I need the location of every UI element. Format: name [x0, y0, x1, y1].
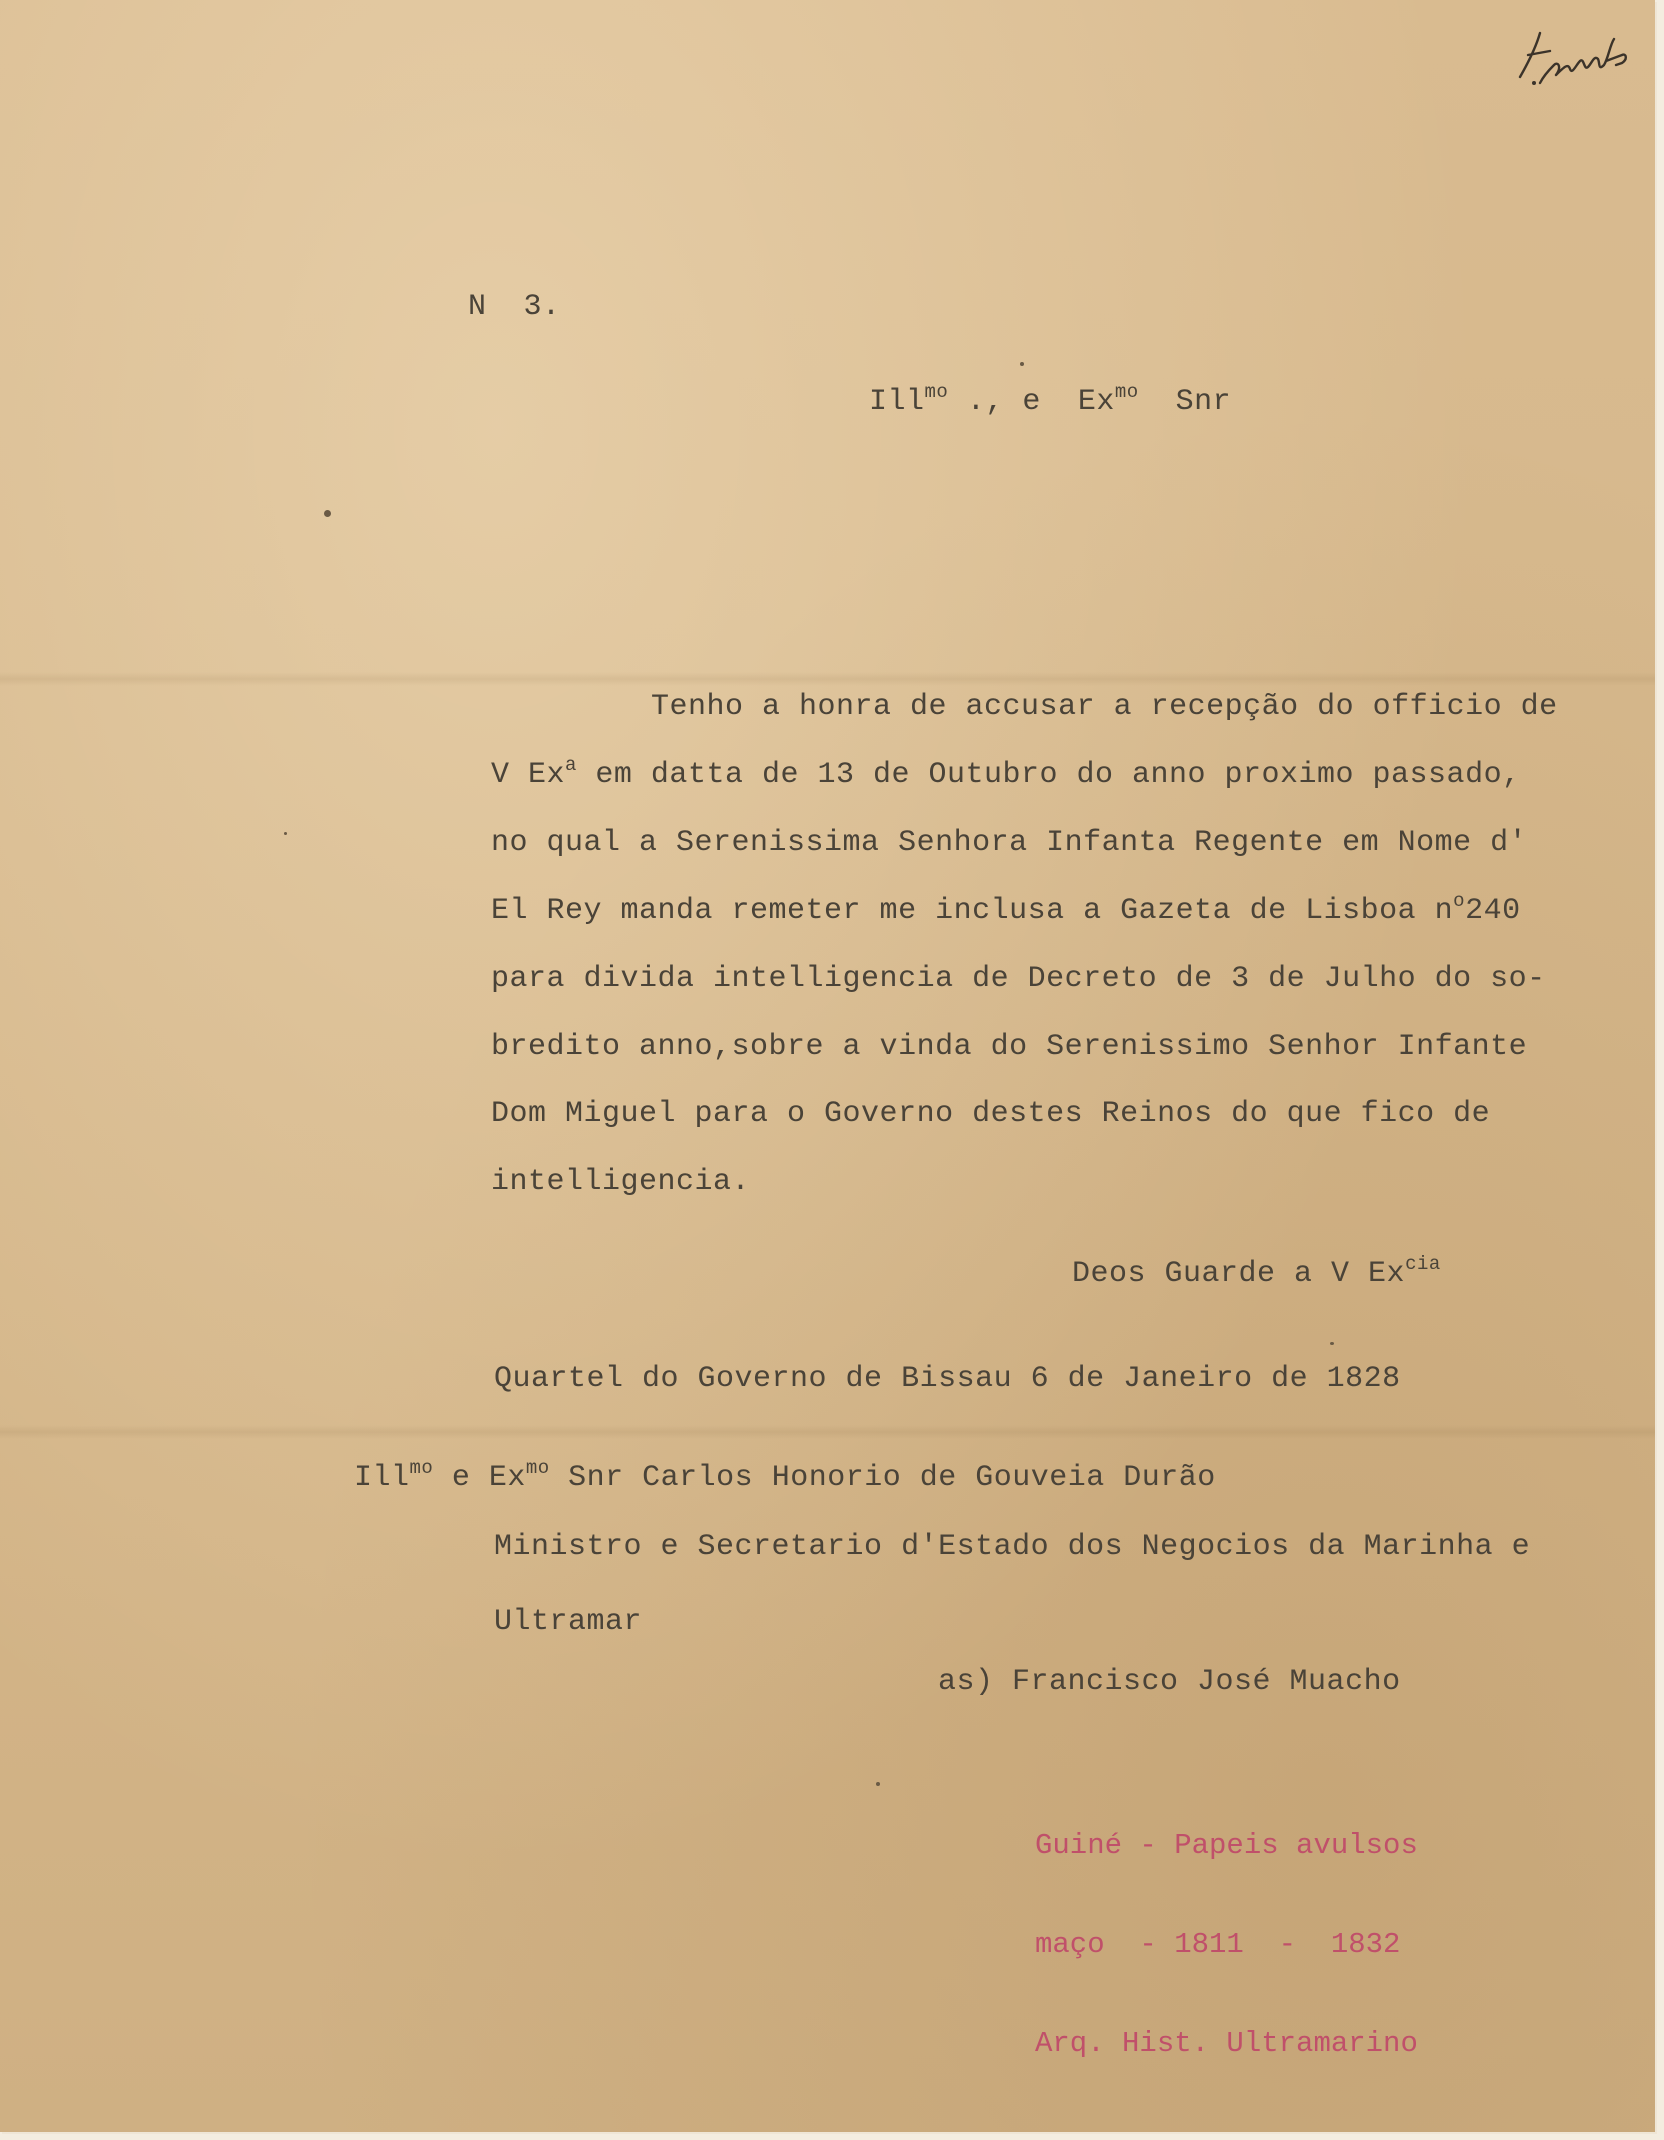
paper-speck: [876, 1782, 880, 1786]
body-line: intelligencia.: [491, 1165, 751, 1199]
paper-speck: [284, 832, 287, 835]
salutation: Ill$^{mo}$ ., e $Ex^{mo}$ Snr: [869, 381, 1232, 419]
body-line: no qual a Serenissima Senhora Infanta Regente em Nome d': [491, 826, 1528, 860]
body-line: para divida intelligencia de Decreto de 3 de Julho do so-: [491, 962, 1546, 996]
body-line: El Rey manda remeter me inclusa a Gazeta de Lisboa $n^o240$: [491, 890, 1521, 928]
body-line: Dom Miguel para o Governo destes Reinos do que fico de: [491, 1097, 1491, 1131]
closing-formula: Deos Guarde a V $Ex^{cia}$: [1072, 1253, 1441, 1291]
document-number: N 3.: [468, 290, 561, 324]
addressee-title: Ultramar: [494, 1605, 643, 1639]
paper-speck: [1330, 1342, 1334, 1345]
paper-speck: [324, 510, 331, 517]
body-line: bredito anno,sobre a vinda do Serenissimo Senhor Infante: [491, 1030, 1528, 1064]
paper-fold: [0, 672, 1655, 686]
archive-stamp-line: Arq. Hist. Ultramarino: [1035, 2027, 1418, 2060]
archive-stamp: [1035, 1763, 1418, 2126]
addressee-name: Ill$^{mo}$ e $Ex^{mo}$ Snr Carlos Honorio de Gouveia Durão: [354, 1457, 1216, 1495]
paper-fold: [0, 1425, 1655, 1439]
signatory: as) Francisco José Muacho: [938, 1665, 1401, 1699]
addressee-title: Ministro e Secretario d'Estado dos Negocios da Marinha e: [494, 1530, 1531, 1564]
archive-stamp-line: maço - 1811 - 1832: [1035, 1928, 1401, 1961]
body-line: V Ex$^a$ em datta de 13 de Outubro do anno proximo passado,: [491, 754, 1521, 792]
archive-stamp-line: Guiné - Papeis avulsos: [1035, 1829, 1418, 1862]
place-and-date: Quartel do Governo de Bissau 6 de Janeiro de 1828: [494, 1362, 1401, 1396]
handwritten-signature-mark: [1510, 25, 1640, 100]
paper-speck: [1020, 362, 1024, 366]
body-line: Tenho a honra de accusar a recepção do officio de: [651, 690, 1558, 724]
